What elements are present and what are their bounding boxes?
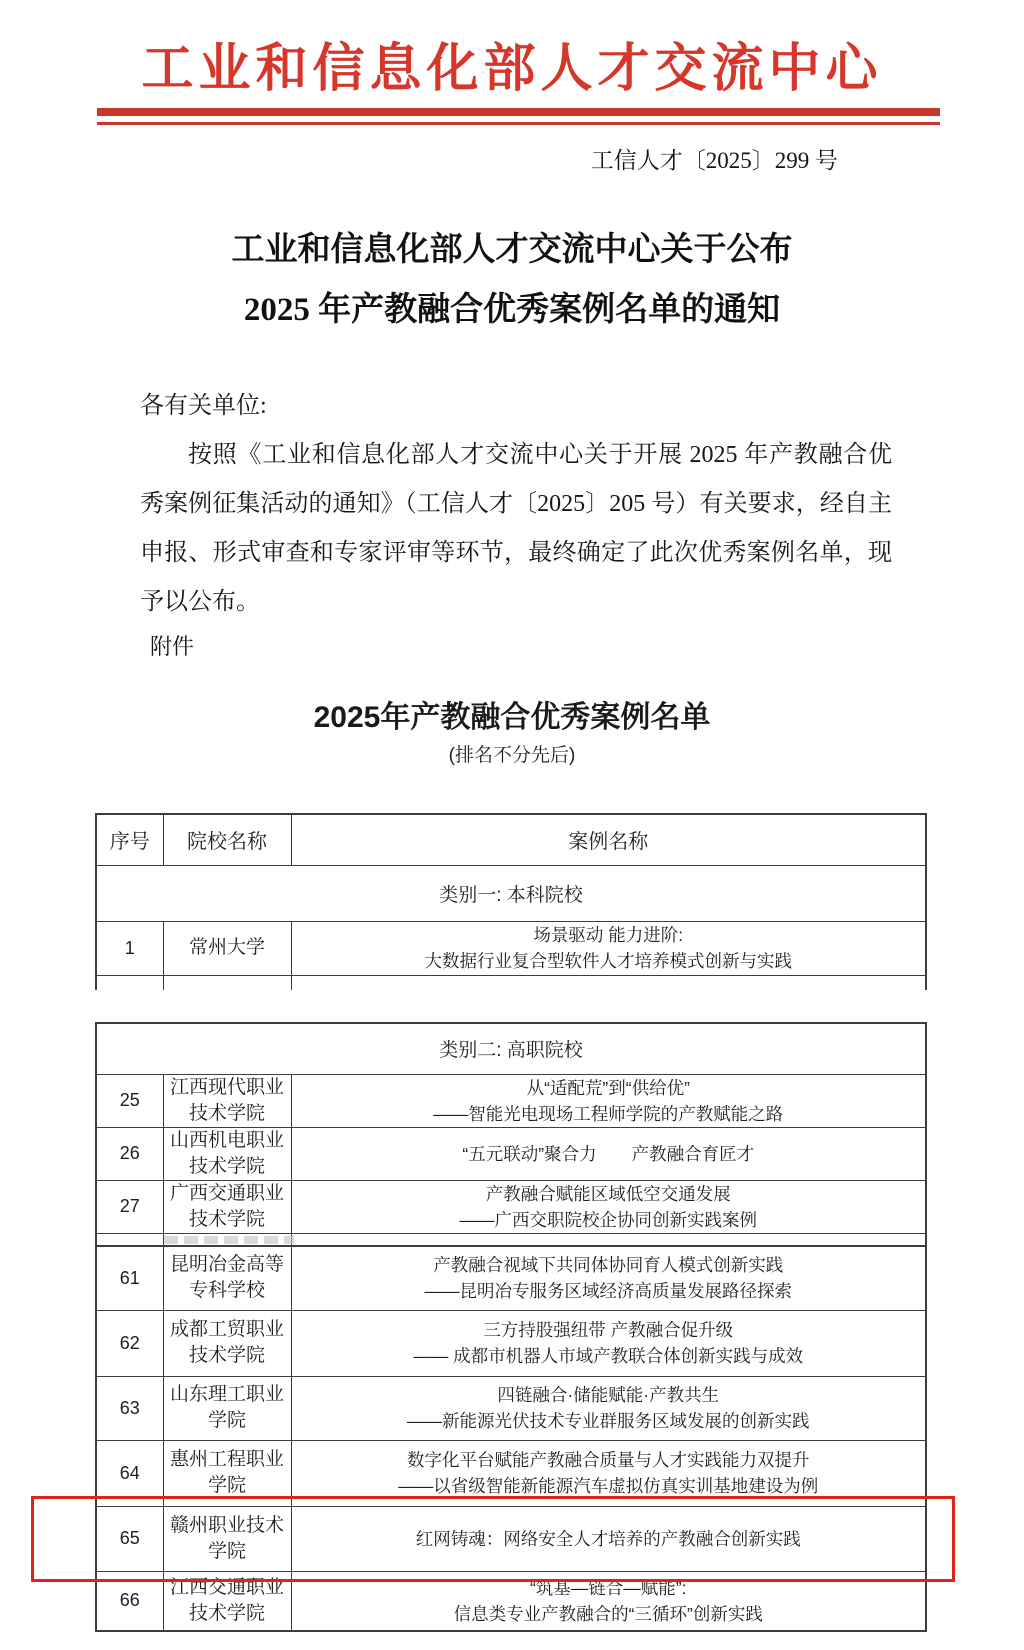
letter-title-line2: 2025 年产教融合优秀案例名单的通知 [243,292,781,328]
row-case: 从“适配荒”到“供给优” ——智能光电现场工程师学院的产教赋能之路 [291,1074,926,1127]
category-row-2 [96,1023,926,1074]
row-school: 山东理工职业 学院 [163,1376,291,1440]
salutation: 各有关单位: [140,393,267,419]
row-no: 62 [96,1310,163,1376]
annex-title: 2025年产教融合优秀案例名单 [313,701,711,734]
faded-text-remnant [164,1236,294,1244]
row-no: 27 [96,1180,163,1233]
attachment-label: 附件 [150,634,195,659]
row-school: 成都工贸职业 技术学院 [163,1310,291,1376]
row-case: “筑基—链合—赋能”: 信息类专业产教融合的“三循环”创新实践 [291,1571,926,1631]
body-paragraph: 按照《工业和信息化部人才交流中心关于开展 2025 年产教融合优秀案例征集活动的通知》（工信人才〔2025〕205 号）有关要求，经自主申报、形式审查和专家评审等环节，最终确定了此次优秀案例名单，现予以公布。 [140,442,892,615]
table-row [96,1180,926,1233]
column-header-school: 院校名称 [163,814,291,865]
letterhead-org-name: 工业和信息化部人才交流中心 [141,41,883,98]
table-row [96,1310,926,1376]
row-case: 四链融合·储能赋能·产教共生 ——新能源光伏技术专业群服务区域发展的创新实践 [291,1376,926,1440]
table-row [96,1074,926,1127]
row-no: 63 [96,1376,163,1440]
row-case: 红网铸魂：网络安全人才培养的产教融合创新实践 [291,1506,926,1571]
row-no: 61 [96,1246,163,1310]
row-school: 赣州职业技术 学院 [163,1506,291,1571]
letterhead-rule-thick [97,108,940,116]
table-row [96,1246,926,1310]
category-row-1 [96,865,926,921]
row-school: 江西现代职业 技术学院 [163,1074,291,1127]
letterhead-rule-thin [97,122,940,125]
letter-title [0,220,1024,340]
document-number: 工信人才〔2025〕299 号 [590,148,838,173]
row-case: 产教融合视域下共同体协同育人模式创新实践 ——昆明冶专服务区域经济高质量发展路径探索 [291,1246,926,1310]
category-label-1: 类别一: 本科院校 [96,865,926,921]
row-school: 常州大学 [163,921,291,975]
row-school: 昆明冶金高等 专科学校 [163,1246,291,1310]
row-case: 数字化平台赋能产教融合质量与人才实践能力双提升 ——以省级智能新能源汽车虚拟仿真实训基地建设为例 [291,1440,926,1506]
column-header-no: 序号 [96,814,163,865]
column-header-case: 案例名称 [291,814,926,865]
row-school: 惠州工程职业 学院 [163,1440,291,1506]
row-case: 产教融合赋能区域低空交通发展 ——广西交职院校企协同创新实践案例 [291,1180,926,1233]
category-label-2: 类别二: 高职院校 [96,1023,926,1074]
row-case: “五元联动”聚合力 产教融合育匠才 [291,1127,926,1180]
row-school: 江西交通职业 技术学院 [163,1571,291,1631]
cut-off-row [96,975,926,990]
table-row [96,1127,926,1180]
table-row [96,1376,926,1440]
row-school: 山西机电职业 技术学院 [163,1127,291,1180]
row-case: 场景驱动 能力进阶: 大数据行业复合型软件人才培养模式创新与实践 [291,921,926,975]
table-row [96,921,926,975]
row-school: 广西交通职业 技术学院 [163,1180,291,1233]
row-case: 三方持股强纽带 产教融合促升级 —— 成都市机器人市域产教联合体创新实践与成效 [291,1310,926,1376]
row-no: 26 [96,1127,163,1180]
letter-title-line1: 工业和信息化部人才交流中心关于公布 [231,232,793,268]
annex-table-section1 [95,813,927,990]
annex-subtitle: (排名不分先后) [448,745,576,766]
table-header-row [96,814,926,865]
red-highlight-box [31,1496,955,1582]
row-no: 65 [96,1506,163,1571]
scan-seam-row [96,1233,926,1246]
row-no: 66 [96,1571,163,1631]
row-no: 64 [96,1440,163,1506]
letter-body [140,382,892,627]
row-no: 1 [96,921,163,975]
row-no: 25 [96,1074,163,1127]
